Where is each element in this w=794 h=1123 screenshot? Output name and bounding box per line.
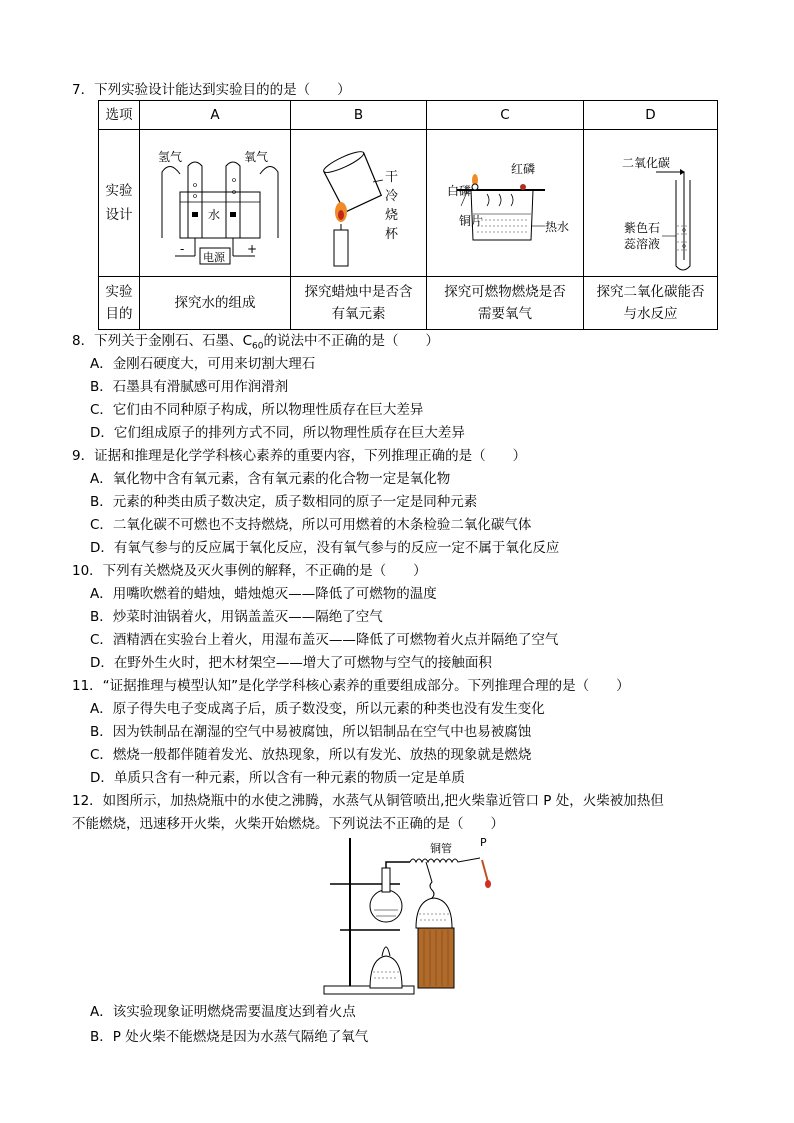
q8-option-b: B．石墨具有滑腻感可用作润滑剂: [90, 379, 289, 395]
label-oxygen: 氧气: [244, 150, 269, 164]
label-copper-tube: 铜管: [430, 842, 452, 855]
q11-option-b: B．因为铁制品在潮湿的空气中易被腐蚀，所以铝制品在空气中也易被腐蚀: [90, 724, 532, 740]
label-cold-beaker: 干 冷 烧 杯: [385, 170, 399, 242]
q9-option-c: C．二氧化碳不可燃也不支持燃烧，所以可用燃着的木条检验二氧化碳气体: [90, 517, 532, 533]
q12-option-a: A．该实验现象证明燃烧需要温度达到着火点: [90, 1004, 356, 1020]
q8-option-a: A．金刚石硬度大，可用来切割大理石: [90, 356, 316, 372]
q11-stem: 11．“证据推理与模型认知”是化学学科核心素养的重要组成部分。下列推理合理的是（ ）: [72, 678, 630, 694]
label-positive: +: [247, 242, 258, 256]
header-option: 选项: [99, 101, 140, 130]
table-header-row: [99, 101, 718, 130]
fig-a-electrolysis: [140, 130, 291, 277]
phosphorus-apparatus: [427, 130, 583, 276]
goal-label: 实验 目的: [99, 277, 140, 330]
q9-option-a: A．氧化物中含有氧元素，含有氧元素的化合物一定是氧化物: [90, 471, 451, 487]
fig-b-candle: [291, 130, 427, 277]
header-c: C: [427, 101, 584, 130]
label-power-source: 电源: [203, 251, 225, 264]
label-point-p: P: [480, 836, 487, 849]
label-negative: -: [180, 242, 185, 256]
header-b: B: [291, 101, 427, 130]
candle-beaker-apparatus: [291, 130, 426, 276]
q10-option-d: D．在野外生火时，把木材架空——增大了可燃物与空气的接触面积: [90, 655, 492, 671]
label-red-phosphorus: 红磷: [511, 162, 536, 176]
q11-option-a: A．原子得失电子变成离子后，质子数没变，所以元素的种类也没有发生变化: [90, 701, 545, 717]
steam-apparatus: [320, 838, 500, 998]
q12-stem-line2: 不能燃烧，迅速移开火柴，火柴开始燃烧。下列说法不正确的是（ ）: [72, 816, 504, 832]
label-water: 水: [208, 208, 221, 222]
q10-option-b: B．炒菜时油锅着火，用锅盖盖灭——隔绝了空气: [90, 609, 383, 625]
q9-option-b: B．元素的种类由质子数决定，质子数相同的原子一定是同种元素: [90, 494, 478, 510]
goal-c: 探究可燃物燃烧是否 需要氧气: [427, 277, 584, 330]
q11-option-d: D．单质只含有一种元素，所以含有一种元素的物质一定是单质: [90, 770, 465, 786]
q7-experiment-table: [98, 100, 718, 330]
fig-c-phosphorus: [427, 130, 584, 277]
q9-stem: 9．证据和推理是化学学科核心素养的重要内容，下列推理正确的是（ ）: [72, 448, 527, 464]
q12-option-b: B．P 处火柴不能燃烧是因为水蒸气隔绝了氧气: [90, 1029, 369, 1045]
goal-b: 探究蜡烛中是否含 有氧元素: [291, 277, 427, 330]
fig-d-co2: [584, 130, 718, 277]
co2-litmus-apparatus: [584, 130, 717, 276]
q9-option-d: D．有氧气参与的反应属于氧化反应，没有氧气参与的反应一定不属于氧化反应: [90, 540, 560, 556]
q8-option-c: C．它们由不同种原子构成，所以物理性质存在巨大差异: [90, 402, 424, 418]
label-hot-water: 热水: [545, 220, 570, 234]
q7-stem: 7．下列实验设计能达到实验目的的是（ ）: [72, 82, 351, 98]
table-design-row: [99, 130, 718, 277]
q11-option-c: C．燃烧一般都伴随着发光、放热现象，所以有发光、放热的现象就是燃烧: [90, 747, 532, 763]
goal-a: 探究水的组成: [140, 277, 291, 330]
table-goal-row: [99, 277, 718, 330]
header-a: A: [140, 101, 291, 130]
q8-stem: 8．下列关于金刚石、石墨、$C_{60}$的说法中不正确的是（ ）: [72, 333, 439, 352]
q10-stem: 10．下列有关燃烧及灭火事例的解释，不正确的是（ ）: [72, 563, 427, 579]
label-hydrogen: 氢气: [158, 150, 183, 164]
q8-option-d: D．它们组成原子的排列方式不同，所以物理性质存在巨大差异: [90, 425, 465, 441]
goal-d: 探究二氧化碳能否 与水反应: [584, 277, 718, 330]
label-copper-sheet: 铜片: [459, 214, 484, 228]
q12-stem-line1: 12．如图所示，加热烧瓶中的水使之沸腾，水蒸气从铜管喷出,把火柴靠近管口 P 处，火柴被加热但: [72, 793, 664, 809]
header-d: D: [584, 101, 718, 130]
label-carbon-dioxide: 二氧化碳: [622, 156, 671, 170]
label-litmus: 紫色石 蕊溶液: [624, 221, 661, 251]
q12-steam-figure: [320, 838, 500, 1002]
design-label: 实验 设计: [99, 130, 140, 277]
q10-option-c: C．酒精洒在实验台上着火，用湿布盖灭——降低了可燃物着火点并隔绝了空气: [90, 632, 559, 648]
label-white-phosphorus: 白磷: [447, 184, 472, 198]
q10-option-a: A．用嘴吹燃着的蜡烛，蜡烛熄灭——降低了可燃物的温度: [90, 586, 437, 602]
